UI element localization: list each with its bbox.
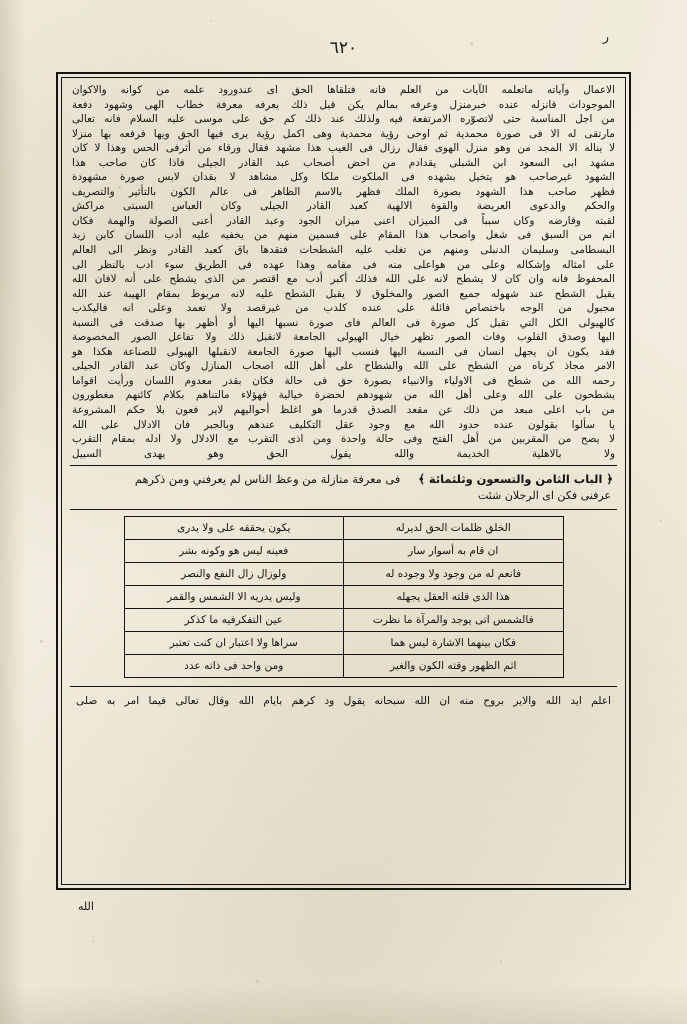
text-line: المحفوظ فانه وان كان لا يشطح لانه على الله فذلك أكبر أدب مع اقتصر من الذى يشطح على أنه لافان الله: [72, 273, 615, 286]
section-divider-bottom: [70, 686, 617, 687]
verse-hemistich-right: فكان بينهما الاشارة ليس هما: [344, 632, 564, 655]
text-frame-inner: [61, 77, 626, 885]
text-line: مجبول من الوجه باختصاص فائلة على عنده كلدب من غيرقصد ولا تعمد وعلى انه فاليكذب: [72, 302, 615, 315]
text-line: الامر مجاذ كرناه من الشطح على الله والشطاح على أهل الله اصحاب المنازل وكان عبد القادر الجيلى: [72, 360, 615, 373]
text-line: لقبته وقارضه وكان سبباً فى الميزان اعنى ميزان الجود وعبد القادر أعنى الصولة والهمة فكان: [72, 214, 615, 227]
text-line: رحمه الله من شطح فى الاولياء والانبياء بصورة حق فى حالة فكان بقدر معدوم اللسان ورأيت اقواما: [72, 374, 615, 387]
text-line: اليها وصدق القلوب وفات الصور تظهر خيال الهيولى الجامعة لانقبل ذلك ولا تفاعل الصور المخصوصة: [72, 331, 615, 344]
verse-hemistich-right: هذا الذى قلته العقل يجهله: [344, 586, 564, 609]
table-row: [124, 563, 563, 586]
main-text-block: [70, 83, 617, 461]
text-line: ولا بالاهلية الخديمة والله يقول الحق وهو يهدى السبيل: [72, 447, 615, 460]
table-row: [124, 632, 563, 655]
page-corner-mark: ر: [602, 30, 609, 45]
text-line: كالهيولى الكل التي تقبل كل صورة فى العالم فاى صورة نسبها اليها أو أظهر بها صدقت فى النسبة: [72, 316, 615, 329]
verse-hemistich-left: عين التفكرفيه ما كذكر: [124, 609, 344, 632]
verse-hemistich-left: فعينه ليس هو وكونه بشر: [124, 540, 344, 563]
paper-speckle: [500, 960, 502, 962]
text-line: لا يصح من المقربين من أهل الفتح وفى حالة واحدة ومن اذى التقرب مع الادلال ولا ادله بمقام التقرب: [72, 433, 615, 446]
chapter-title: ﴿ الباب الثامن والتسعون وثلثمائة ﴾: [418, 472, 613, 487]
text-line: الموجودات قانزله عنده خبرمنزل وعرفه بمالم يكن قبل ذلك يعرفه معرفة خطاب الهى وشهود دفعة: [72, 98, 615, 111]
section-divider-top: [70, 465, 617, 466]
catchword: الله: [78, 900, 94, 913]
text-line: يشطحون على الله وعلى أهل الله من شهودهم لحضرة خيالية فهؤلاء مالتناهم بكلام كائنهم مغطورون: [72, 389, 615, 402]
section-divider-middle: [70, 509, 617, 510]
page-bottom-shading: [0, 984, 687, 1024]
verse-hemistich-left: ولوزال زال النفع والنصر: [124, 563, 344, 586]
paper-speckle: [256, 980, 259, 983]
text-line: البسطامى وسليمان الدنبلى ومنهم من تغلب عليه الشطحات فتقدها باق كعبد القادر ونظر الى العالم: [72, 244, 615, 257]
text-line: فظهر صاحب هذا الشهود بصورة الملك فظهر بالاسم الظاهر فى عالم الكون بالتأثير والتصريف: [72, 185, 615, 198]
text-line: اعلم ايد الله والاير بروح منه ان الله سبحانه يقول ود كرهم بايام الله وقال تعالى فيما امر به صلى: [76, 695, 611, 708]
text-line: اتم من السبق فى شغل واصحاب هذا المقام على فسمين منهم من يخفيه عليه أدب اللسان كابن زيد: [72, 229, 615, 242]
verse-hemistich-right: ان قام به أسوار سار: [344, 540, 564, 563]
table-row: [124, 517, 563, 540]
text-line: مشهد ابى السعود ابن الشبلى يقدادم من احض أصحاب عبد القادر الجيلى فاذا كان صاحب هذا: [72, 156, 615, 169]
text-line: يا سألوا بقولون عنده حدود الله مع وجود عقل التكليف عندهم وبالجبر فان الادلال على الله: [72, 418, 615, 431]
text-line: مارتقى له الا فى صورة محمدية ثم اوحى رؤية محمدية وهى اكمل رؤية يرى فيها الحق ويها فرفعه بها منزلا: [72, 127, 615, 140]
table-row: [124, 540, 563, 563]
text-line: على امثاله وإشكاله وعلى من هواعلى منه فى مقامه وهذا عهده فى الطريق سوء ادب بالنظر الى: [72, 258, 615, 271]
text-frame: [56, 72, 631, 890]
verse-table: [124, 516, 564, 678]
verse-hemistich-left: يكون يحققه على ولا يدرى: [124, 517, 344, 540]
text-line: لا يناله الا المجد من وهو منزل الهوى فقال رزال فى الغيب هذا مشهد فقال ورقاء من أثرفى الحس وهذا لا كان: [72, 142, 615, 155]
text-line: الاعمال وآياته ماتعلمه الآيات من العلم فانه فتلقاها الحق اى عندورود علمه من كوانه والاكوان: [72, 84, 615, 96]
verse-hemistich-right: الخلق ظلمات الحق لديرله: [344, 517, 564, 540]
paper-speckle: [210, 20, 212, 22]
verse-hemistich-right: فانعم له من وجود ولا وجوده له: [344, 563, 564, 586]
text-line: فقد يكون ان يجهل انسان فى النسبة اليها فنسب اليها صورة الجامعة لانقبلها الهيولى للصناعة هكذا هو: [72, 345, 615, 358]
verse-hemistich-left: وليس يدريه الا الشمس والقمر: [124, 586, 344, 609]
chapter-subtitle-continuation: عرفنى فكن اى الرجلان شئت: [478, 489, 611, 503]
text-line: الشهود غيرصاحب هو يتخيل بشهده فى الملكوت ملكا وكل مشاهد لا بقدان لابس صورة مشهودة: [72, 171, 615, 184]
text-line: يقبل الشطح عند شهوله جميع الصور والمخلوق لا يقبل الشطح عليه لانه مربوط بمقام الهيبة عند الله: [72, 287, 615, 300]
verse-hemistich-right: اثم الظهور وقته الكون والغير: [344, 655, 564, 678]
page-number: ٦٢٠: [329, 38, 358, 58]
paper-speckle: [92, 940, 94, 942]
verse-hemistich-left: سراها ولا اعتبار ان كنت تعتبر: [124, 632, 344, 655]
table-row: [124, 609, 563, 632]
verse-table-container: [70, 516, 617, 678]
paper-speckle: [660, 520, 662, 522]
closing-text: [70, 690, 617, 708]
chapter-heading: [70, 469, 617, 488]
verse-hemistich-left: ومن واحد فى ذاته عدد: [124, 655, 344, 678]
table-row: [124, 655, 563, 678]
page-left-shading: [0, 0, 26, 1024]
verse-hemistich-right: فالشمس اتى يوجد والمرآة ما نظرت: [344, 609, 564, 632]
paper-speckle: [40, 640, 43, 643]
text-line: والحكم والدعوى العريضة والقوة الالهية كعبد القادر الجيلى وكان العباس السبتى مراكش: [72, 200, 615, 213]
table-row: [124, 586, 563, 609]
chapter-subtitle: فى معرفة منازلة من وعظ الناس لم يعرفني ومن ذكرهم: [134, 472, 401, 487]
text-line: من باب اعلى مبعد من ذلك عن مقعد الصدق قدرما هو اغلظ أحواليهم لاير فعون بلا حكم المشروعة: [72, 404, 615, 417]
text-line: من اجل المناسبة حتى لاتصوّره الامرتفعة فيه ولذلك عند ذلك كم حق على موسى عليه السلام فانه تعالى: [72, 113, 615, 126]
